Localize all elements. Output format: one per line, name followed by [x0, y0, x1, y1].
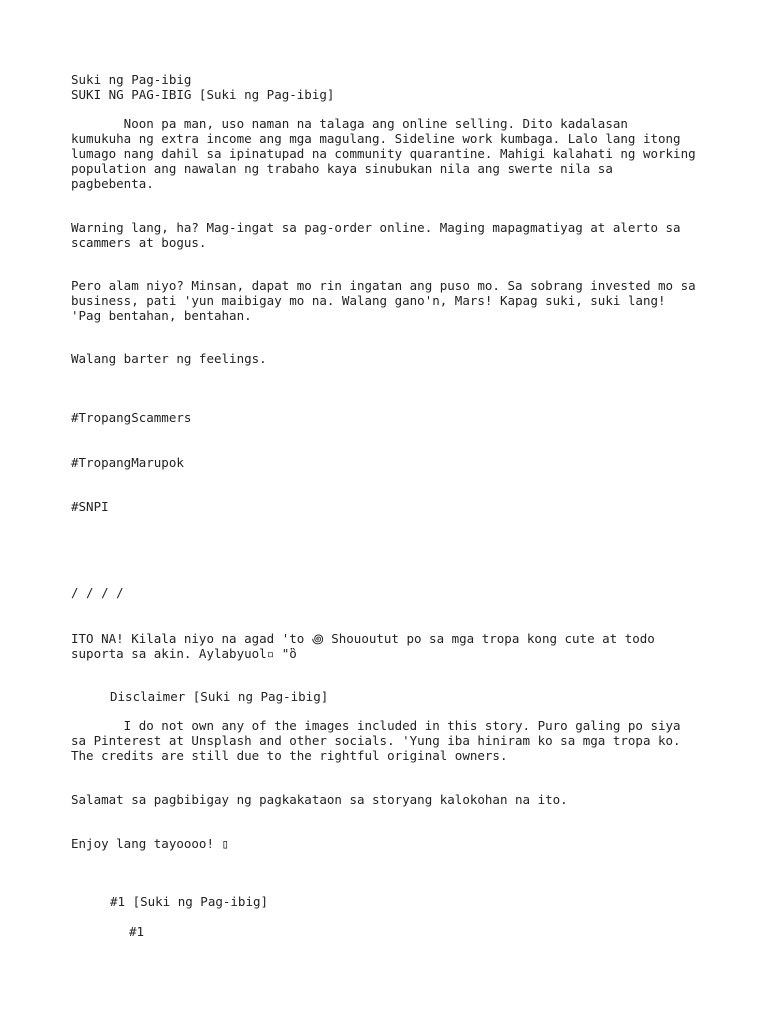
chapter-heading: #1 [Suki ng Pag-ibig] — [110, 894, 269, 909]
disclaimer-heading: Disclaimer [Suki ng Pag-ibig] — [110, 689, 329, 704]
disclaimer-line-3: The credits are still due to the rightful original owners. — [71, 748, 508, 763]
warning-line-1: Warning lang, ha? Mag-ingat sa pag-order online. Maging mapagmatiyag at alerto sa — [71, 220, 681, 235]
shoutout-line-1: ITO NA! Kilala niyo na agad 'to ꩜ Shououtut po sa mga tropa kong cute at todo — [71, 631, 655, 646]
intro-line-2: kumukuha ng extra income ang mga magulang. Sideline work kumbaga. Lalo lang itong — [71, 131, 681, 146]
intro-line-5: pagbebenta. — [71, 176, 154, 191]
barter-line: Walang barter ng feelings. — [71, 351, 267, 366]
intro-line-1: Noon pa man, uso naman na talaga ang online selling. Dito kadalasan — [71, 116, 628, 131]
intro-line-4: population ang nawalan ng trabaho kaya sinubukan nila ang swerte nila sa — [71, 161, 613, 176]
enjoy-line: Enjoy lang tayoooo! ▯ — [71, 836, 230, 851]
heart-line-3: 'Pag bentahan, bentahan. — [71, 308, 252, 323]
hashtag-tropang-marupok: #TropangMarupok — [71, 455, 184, 470]
story-title: Suki ng Pag-ibig — [71, 72, 192, 87]
section-separator: / / / / — [71, 585, 124, 600]
disclaimer-line-1: I do not own any of the images included in this story. Puro galing po siya — [71, 718, 681, 733]
hashtag-tropang-scammers: #TropangScammers — [71, 410, 192, 425]
thanks-line: Salamat sa pagbibigay ng pagkakataon sa storyang kalokohan na ito. — [71, 792, 568, 807]
warning-line-2: scammers at bogus. — [71, 235, 207, 250]
story-subtitle: SUKI NG PAG-IBIG [Suki ng Pag-ibig] — [71, 87, 335, 102]
shoutout-line-2: suporta sa akin. Aylabyuol▫ "ὃ — [71, 646, 297, 661]
intro-line-3: lumago nang dahil sa ipinatupad na community quarantine. Mahigi kalahati ng working — [71, 146, 696, 161]
chapter-number: #1 — [129, 924, 145, 939]
hashtag-snpi: #SNPI — [71, 499, 109, 514]
heart-line-1: Pero alam niyo? Minsan, dapat mo rin ingatan ang puso mo. Sa sobrang invested mo sa — [71, 278, 696, 293]
heart-line-2: business, pati 'yun maibigay mo na. Walang gano'n, Mars! Kapag suki, suki lang! — [71, 293, 666, 308]
disclaimer-line-2: sa Pinterest at Unsplash and other socials. 'Yung iba hiniram ko sa mga tropa ko. — [71, 733, 681, 748]
